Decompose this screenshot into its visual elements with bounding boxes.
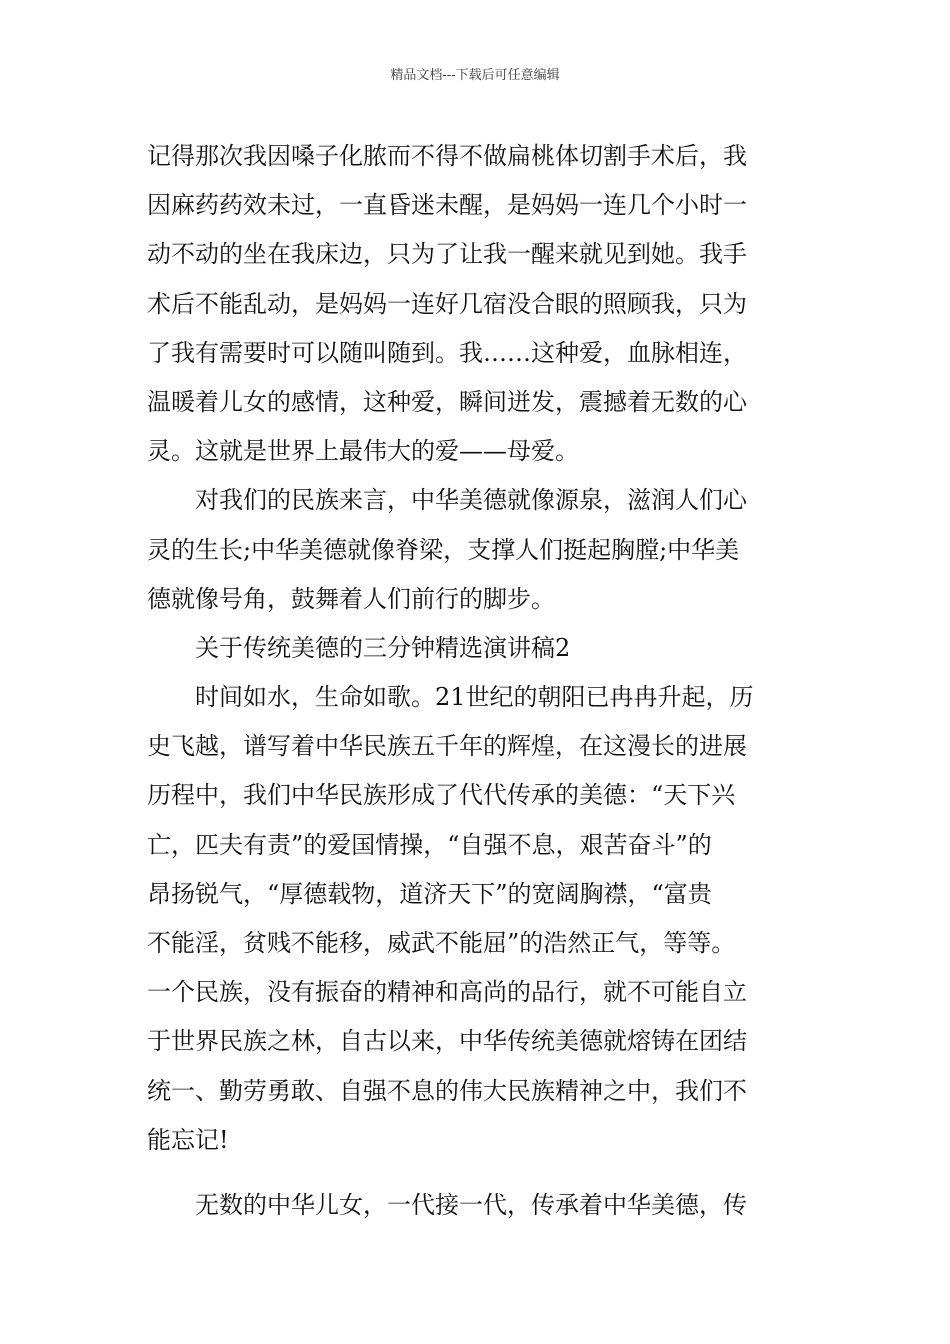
text-line: 史飞越，谱写着中华民族五千年的辉煌，在这漫长的进展: [147, 732, 747, 761]
text-line: 术后不能乱动，是妈妈一连好几宿没合眼的照顾我，只为: [147, 289, 747, 318]
text-line: 对我们的民族来言，中华美德就像源泉，滋润人们心: [195, 486, 747, 515]
text-line: 关于传统美德的三分钟精选演讲稿2: [195, 633, 571, 662]
text-line: 德就像号角，鼓舞着人们前行的脚步。: [147, 584, 555, 613]
paragraph-p5: [147, 1181, 807, 1230]
text-line: 动不动的坐在我床边，只为了让我一醒来就见到她。我手: [147, 240, 747, 269]
text-line: 了我有需要时可以随叫随到。我……这种爱，血脉相连，: [147, 338, 747, 367]
paragraph-p2: [147, 476, 807, 624]
text-line: 不能淫，贫贱不能移，威武不能屈”的浩然正气，等等。: [147, 929, 736, 957]
text-line: 昂扬锐气，“厚德载物，道济天下”的宽阔胸襟，“富贵: [147, 879, 712, 908]
paragraph-p1: [147, 132, 807, 476]
text-line: 于世界民族之林，自古以来，中华传统美德就熔铸在团结: [147, 1027, 747, 1056]
text-line: 时间如水，生命如歌。21世纪的朝阳已冉冉升起，历: [195, 683, 754, 712]
text-line: 因麻药药效未过，一直昏迷未醒，是妈妈一连几个小时一: [147, 191, 747, 220]
text-line: 灵。这就是世界上最伟大的爱——母爱。: [147, 437, 579, 466]
text-line: 记得那次我因嗓子化脓而不得不做扁桃体切割手术后，我: [147, 142, 747, 170]
text-line: 统一、勤劳勇敢、自强不息的伟大民族精神之中，我们不: [147, 1076, 747, 1105]
text-line: 温暖着儿女的感情，这种爱，瞬间迸发，震撼着无数的心: [147, 387, 747, 416]
paragraph-gap: [147, 1165, 807, 1181]
text-line: 无数的中华儿女，一代接一代，传承着中华美德，传: [195, 1190, 747, 1219]
text-line: 能忘记!: [147, 1125, 229, 1154]
document-body: [147, 132, 807, 1230]
text-line: 亡，匹夫有责”的爱国情操，“自强不息，艰苦奋斗”的: [147, 830, 712, 859]
text-line: 历程中，我们中华民族形成了代代传承的美德：“天下兴: [147, 781, 736, 810]
text-line: 灵的生长;中华美德就像脊梁，支撑人们挺起胸膛;中华美: [147, 535, 740, 564]
paragraph-p3: [147, 624, 807, 673]
paragraph-p4: [147, 673, 807, 1165]
page-header: 精品文档---下载后可任意编辑: [390, 68, 560, 83]
text-line: 一个民族，没有振奋的精神和高尚的品行，就不可能自立: [147, 978, 747, 1007]
